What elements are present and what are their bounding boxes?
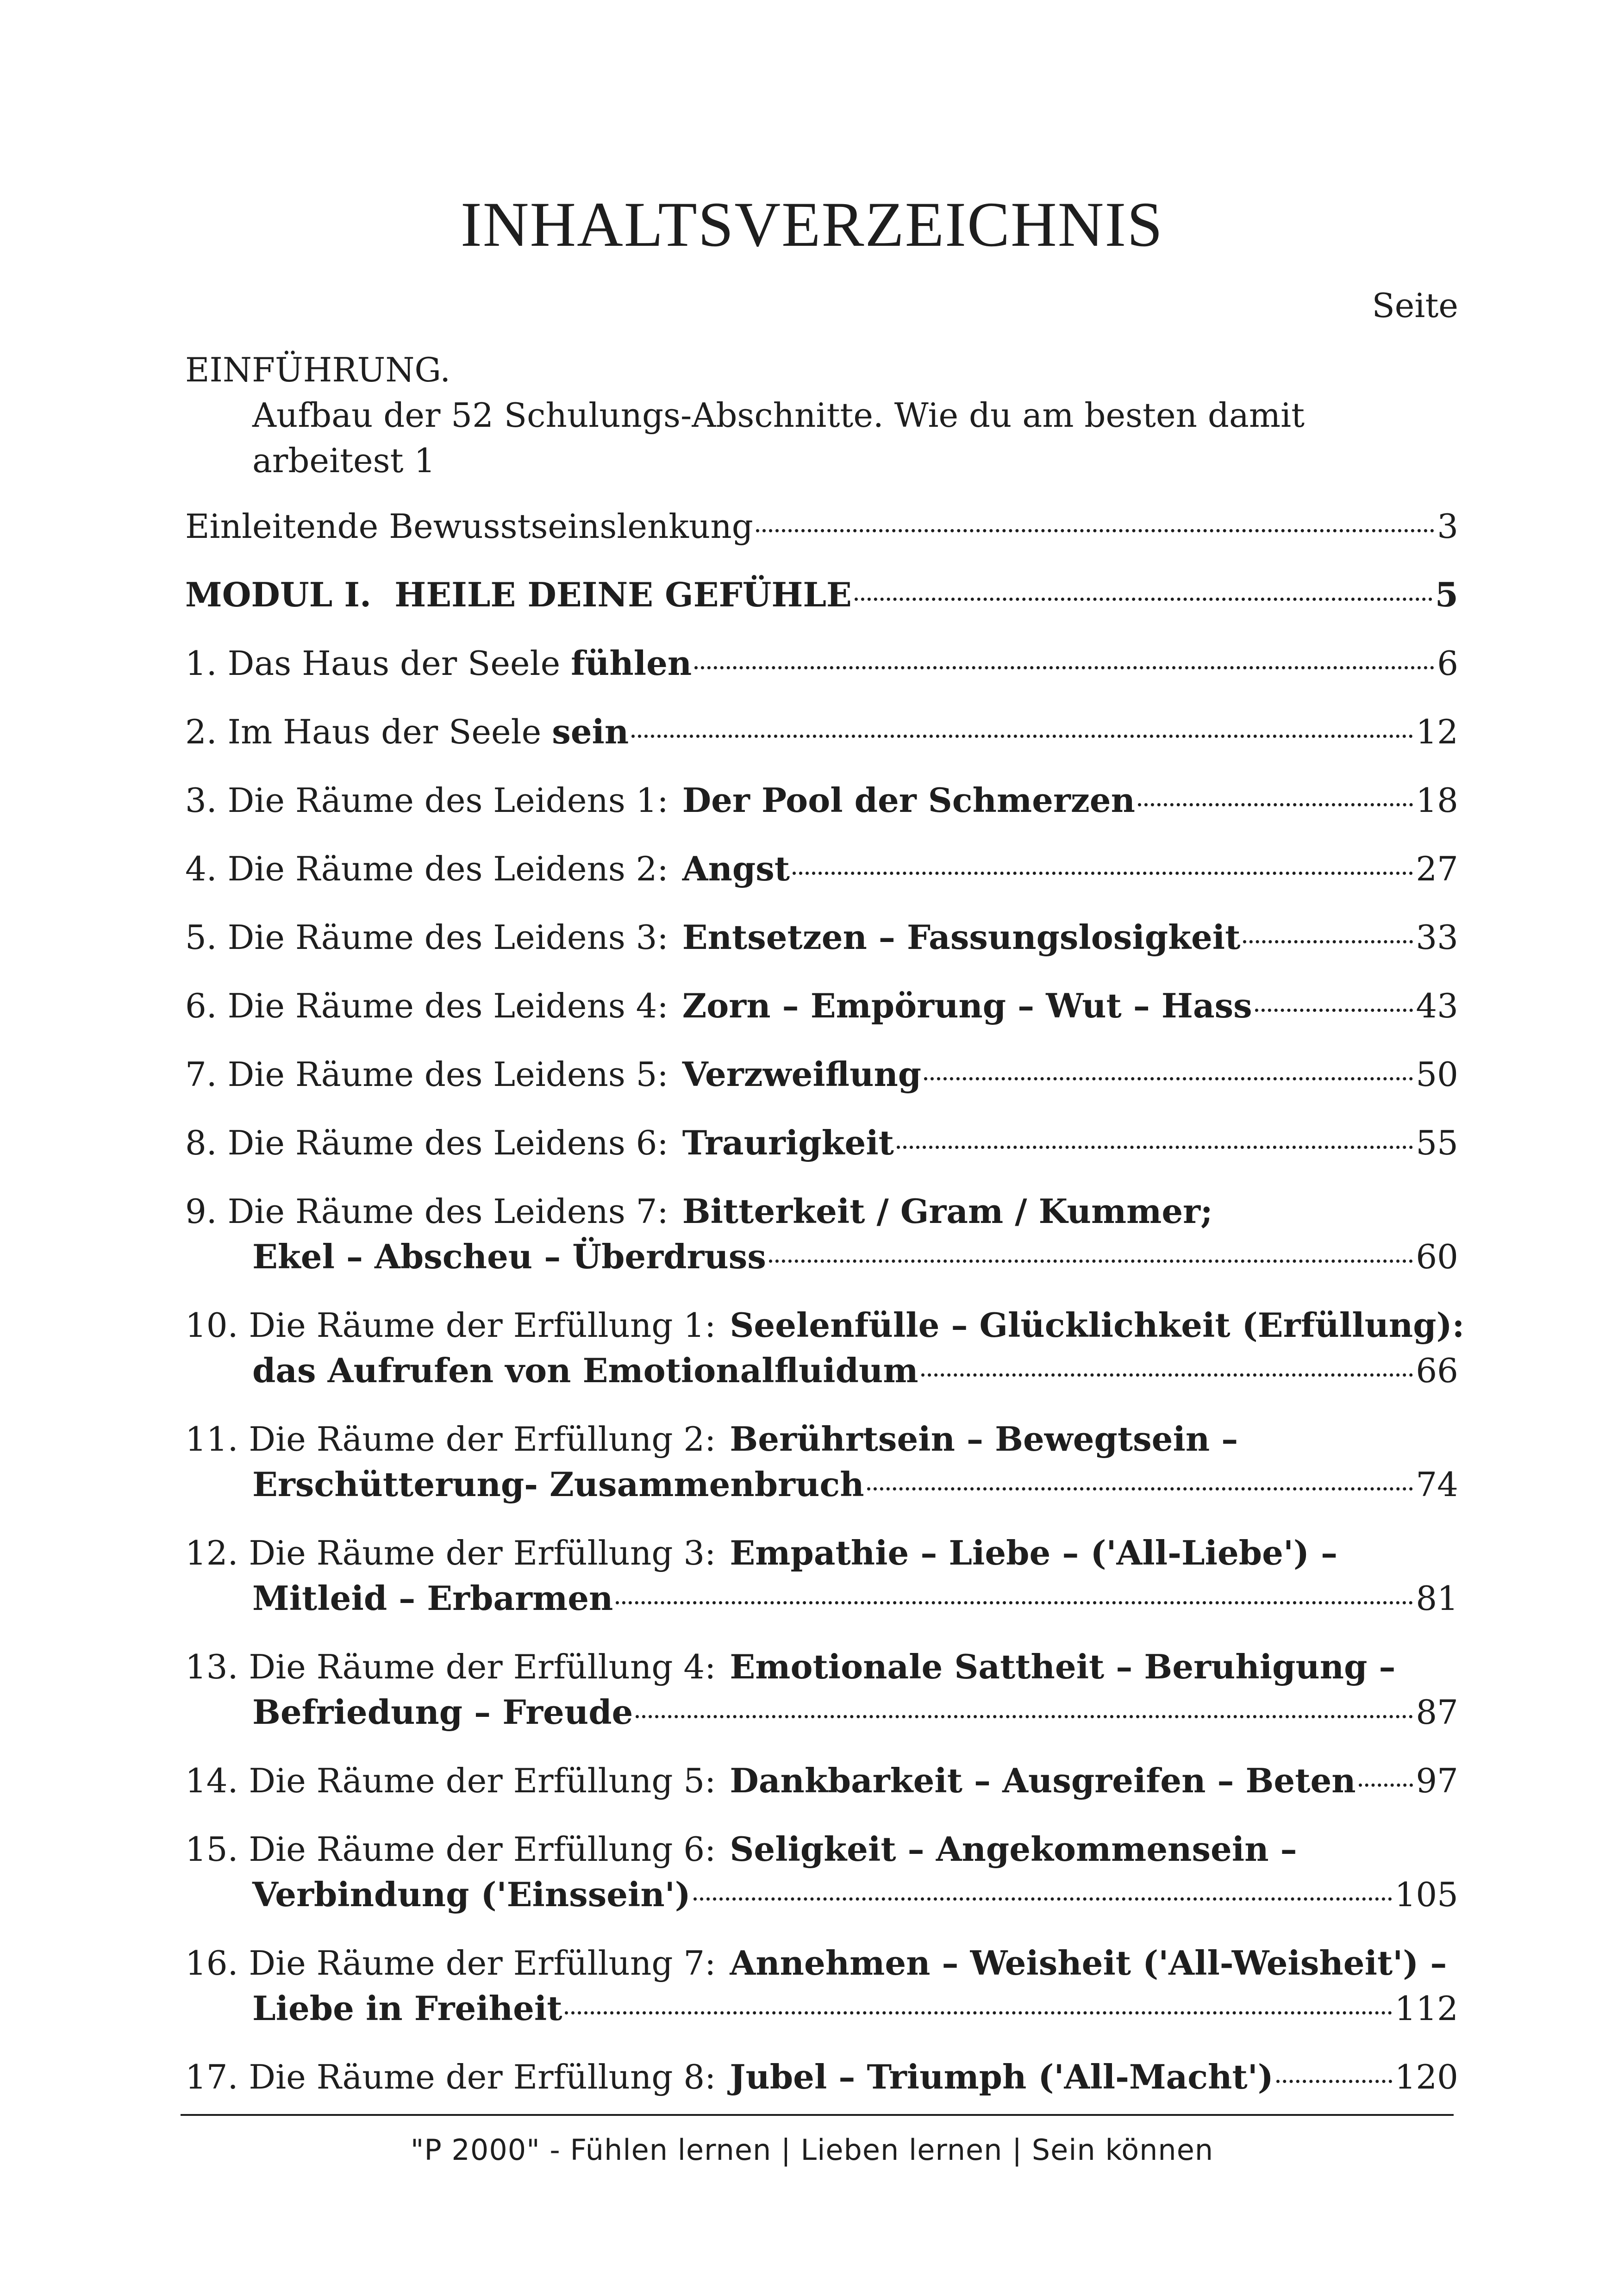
toc-entry-line-1 — [185, 1416, 1458, 1462]
table-of-contents — [185, 347, 1465, 2123]
toc-entry-text — [185, 846, 790, 892]
toc-entry-number-label: 12. Die Räume der Erfüllung 3: — [185, 1534, 716, 1572]
module-title: MODUL I. HEILE DEINE GEFÜHLE — [185, 575, 852, 614]
toc-entry — [185, 983, 1458, 1029]
toc-entry-title: Berührtsein – Bewegtsein – — [730, 1419, 1238, 1459]
toc-entry-text — [185, 1758, 1356, 1803]
toc-page-number: 12 — [1416, 712, 1458, 751]
toc-entry-einleitende — [185, 504, 1458, 549]
toc-page-number: 33 — [1416, 918, 1458, 957]
dot-leader — [921, 1373, 1413, 1377]
toc-page-number: 6 — [1437, 644, 1458, 683]
page-title: INHALTSVERZEICHNIS — [460, 189, 1164, 260]
toc-entry-title: Jubel – Triumph ('All-Macht') — [730, 2057, 1274, 2096]
toc-entry — [185, 1052, 1458, 1097]
toc-entry — [185, 915, 1458, 960]
toc-entry-number-label: 8. Die Räume des Leidens 6: — [185, 1123, 668, 1162]
dot-leader — [636, 1715, 1413, 1718]
toc-page-number: 120 — [1394, 2058, 1458, 2096]
toc-entry-line-1 — [185, 1827, 1458, 1872]
toc-entry — [185, 641, 1458, 686]
toc-entry-number-label: 11. Die Räume der Erfüllung 2: — [185, 1420, 716, 1459]
toc-entry-text — [185, 709, 629, 755]
toc-entry-number-label: 2. Im Haus der Seele — [185, 712, 552, 751]
toc-entry — [185, 1940, 1458, 2031]
toc-entry-number-label: 3. Die Räume des Leidens 1: — [185, 781, 668, 820]
page-column-label: Seite — [1372, 286, 1458, 325]
toc-entry-number-label: 4. Die Räume des Leidens 2: — [185, 849, 668, 888]
toc-entry-text — [185, 2054, 1274, 2100]
toc-entry-line-1 — [185, 1530, 1458, 1576]
toc-entry-line — [185, 1120, 1458, 1166]
toc-entry-title: Einleitende Bewusstseinslenkung — [185, 507, 753, 546]
toc-entry — [185, 778, 1458, 823]
intro-heading: EINFÜHRUNG. — [185, 350, 451, 389]
toc-entry — [185, 1827, 1458, 1917]
toc-entry-line-2 — [185, 1234, 1458, 1279]
toc-entry-list — [185, 641, 1465, 2100]
toc-entry — [185, 1644, 1458, 1735]
toc-entry-title: fühlen — [571, 643, 692, 683]
toc-entry-line — [185, 709, 1458, 755]
toc-intro — [185, 347, 1458, 483]
toc-entry-text — [185, 1120, 894, 1166]
dot-leader — [1138, 803, 1413, 806]
toc-page-number: 87 — [1416, 1693, 1458, 1732]
toc-entry — [185, 2054, 1458, 2100]
toc-page-number: 27 — [1416, 849, 1458, 888]
toc-entry-title: Empathie – Liebe – ('All-Liebe') – — [730, 1533, 1338, 1572]
dot-leader — [924, 1077, 1413, 1080]
toc-entry-line-1 — [185, 1644, 1458, 1690]
toc-entry-title: Verzweiflung — [682, 1054, 922, 1094]
dot-leader — [867, 1487, 1413, 1491]
toc-entry-number-label: 17. Die Räume der Erfüllung 8: — [185, 2058, 716, 2096]
dot-leader — [1359, 1784, 1413, 1787]
toc-entry-line-2 — [185, 1576, 1458, 1621]
dot-leader — [694, 666, 1434, 669]
dot-leader — [1276, 2080, 1392, 2083]
toc-entry-number-label: 13. Die Räume der Erfüllung 4: — [185, 1647, 716, 1686]
toc-entry-line — [185, 641, 1458, 686]
toc-entry-title: Dankbarkeit – Ausgreifen – Beten — [730, 1761, 1356, 1800]
dot-leader — [793, 872, 1413, 875]
dot-leader — [631, 735, 1413, 738]
toc-entry-line-2 — [185, 1348, 1458, 1393]
toc-entry-line-1 — [185, 1303, 1465, 1348]
toc-entry-line-2 — [185, 1462, 1458, 1507]
toc-entry-title: Emotionale Sattheit – Beruhigung – — [730, 1647, 1396, 1686]
toc-page-number: 66 — [1416, 1351, 1458, 1390]
toc-entry — [185, 1303, 1465, 1393]
toc-entry-line-2 — [185, 1690, 1458, 1735]
toc-entry-line — [185, 778, 1458, 823]
toc-page-number: 3 — [1437, 507, 1458, 546]
toc-entry — [185, 1758, 1458, 1803]
toc-entry-number-label: 14. Die Räume der Erfüllung 5: — [185, 1761, 716, 1800]
toc-entry-number-label: 9. Die Räume des Leidens 7: — [185, 1192, 668, 1231]
page-footer: "P 2000" - Fühlen lernen | Lieben lernen | Sein können — [410, 2133, 1214, 2167]
toc-entry-text — [185, 778, 1135, 823]
dot-leader — [616, 1601, 1413, 1604]
toc-entry-number-label: 1. Das Haus der Seele — [185, 644, 571, 683]
toc-entry-title-continued: Ekel – Abscheu – Überdruss — [252, 1237, 766, 1276]
toc-entry-line — [185, 2054, 1458, 2100]
toc-page-number: 97 — [1416, 1761, 1458, 1800]
toc-page-number: 105 — [1394, 1875, 1458, 1914]
toc-entry-text — [185, 983, 1252, 1029]
toc-page-number: 74 — [1416, 1465, 1458, 1504]
toc-entry-title-continued: Befriedung – Freude — [252, 1692, 633, 1732]
toc-entry — [185, 846, 1458, 892]
toc-entry-line-1 — [185, 1189, 1458, 1234]
toc-entry-title: Zorn – Empörung – Wut – Hass — [682, 986, 1252, 1025]
toc-page-number: 81 — [1416, 1579, 1458, 1618]
toc-entry-title: Entsetzen – Fassungslosigkeit — [682, 917, 1241, 957]
toc-entry-number-label: 6. Die Räume des Leidens 4: — [185, 986, 668, 1025]
toc-entry-text — [185, 641, 692, 686]
toc-entry-title: Der Pool der Schmerzen — [682, 780, 1135, 820]
toc-entry-number-label: 16. Die Räume der Erfüllung 7: — [185, 1944, 716, 1983]
toc-entry-line — [185, 983, 1458, 1029]
toc-entry-number-label: 7. Die Räume des Leidens 5: — [185, 1055, 668, 1094]
toc-entry-title-continued: Erschütterung- Zusammenbruch — [252, 1465, 864, 1504]
toc-page-number: 18 — [1416, 781, 1458, 820]
toc-entry — [185, 1120, 1458, 1166]
toc-entry-title-continued: Liebe in Freiheit — [252, 1989, 562, 2028]
toc-page-number: 55 — [1416, 1123, 1458, 1162]
toc-entry-line-1 — [185, 1940, 1458, 1986]
dot-leader — [1243, 940, 1413, 943]
toc-entry-title: Bitterkeit / Gram / Kummer; — [682, 1191, 1213, 1231]
toc-entry-title-continued: Verbindung ('Einssein') — [252, 1875, 691, 1914]
dot-leader — [693, 1897, 1392, 1901]
toc-page-number: 50 — [1416, 1055, 1458, 1094]
toc-entry-title: sein — [552, 712, 629, 751]
dot-leader — [565, 2011, 1392, 2014]
toc-entry — [185, 1189, 1458, 1279]
toc-entry-title: Seelenfülle – Glücklichkeit (Erfüllung): — [730, 1305, 1465, 1345]
toc-entry-number-label: 5. Die Räume des Leidens 3: — [185, 918, 668, 957]
toc-page-number: 5 — [1435, 575, 1458, 614]
toc-page-number: 43 — [1416, 986, 1458, 1025]
toc-entry-number-label: 15. Die Räume der Erfüllung 6: — [185, 1830, 716, 1869]
dot-leader — [855, 598, 1432, 601]
dot-leader — [897, 1146, 1413, 1149]
toc-entry-title-continued: Mitleid – Erbarmen — [252, 1578, 613, 1618]
toc-entry-number-label: 10. Die Räume der Erfüllung 1: — [185, 1306, 716, 1345]
toc-entry-line-2 — [185, 1986, 1458, 2031]
toc-entry-text — [185, 915, 1240, 960]
toc-entry-title: Angst — [682, 849, 790, 888]
toc-entry-line — [185, 1052, 1458, 1097]
toc-page-number: 60 — [1416, 1237, 1458, 1276]
toc-page-number: 112 — [1394, 1989, 1458, 2028]
toc-entry-line — [185, 846, 1458, 892]
toc-entry — [185, 1530, 1458, 1621]
toc-entry-title-continued: das Aufrufen von Emotionalfluidum — [252, 1351, 918, 1390]
toc-entry-text — [185, 1052, 921, 1097]
dot-leader — [756, 529, 1434, 532]
toc-entry-line-2 — [185, 1872, 1458, 1917]
toc-entry-title: Annehmen – Weisheit ('All-Weisheit') – — [730, 1943, 1447, 1983]
toc-entry-line — [185, 1758, 1458, 1803]
toc-entry — [185, 1416, 1458, 1507]
dot-leader — [769, 1260, 1413, 1263]
toc-entry-title: Traurigkeit — [682, 1123, 894, 1162]
toc-entry — [185, 709, 1458, 755]
toc-entry-title: Seligkeit – Angekommensein – — [730, 1829, 1297, 1869]
toc-entry-line — [185, 915, 1458, 960]
dot-leader — [1255, 1009, 1413, 1012]
toc-module-heading — [185, 572, 1458, 617]
footer-rule — [181, 2114, 1454, 2116]
intro-line: Aufbau der 52 Schulungs-Abschnitte. Wie du am besten damit arbeitest 1 — [252, 396, 1305, 480]
